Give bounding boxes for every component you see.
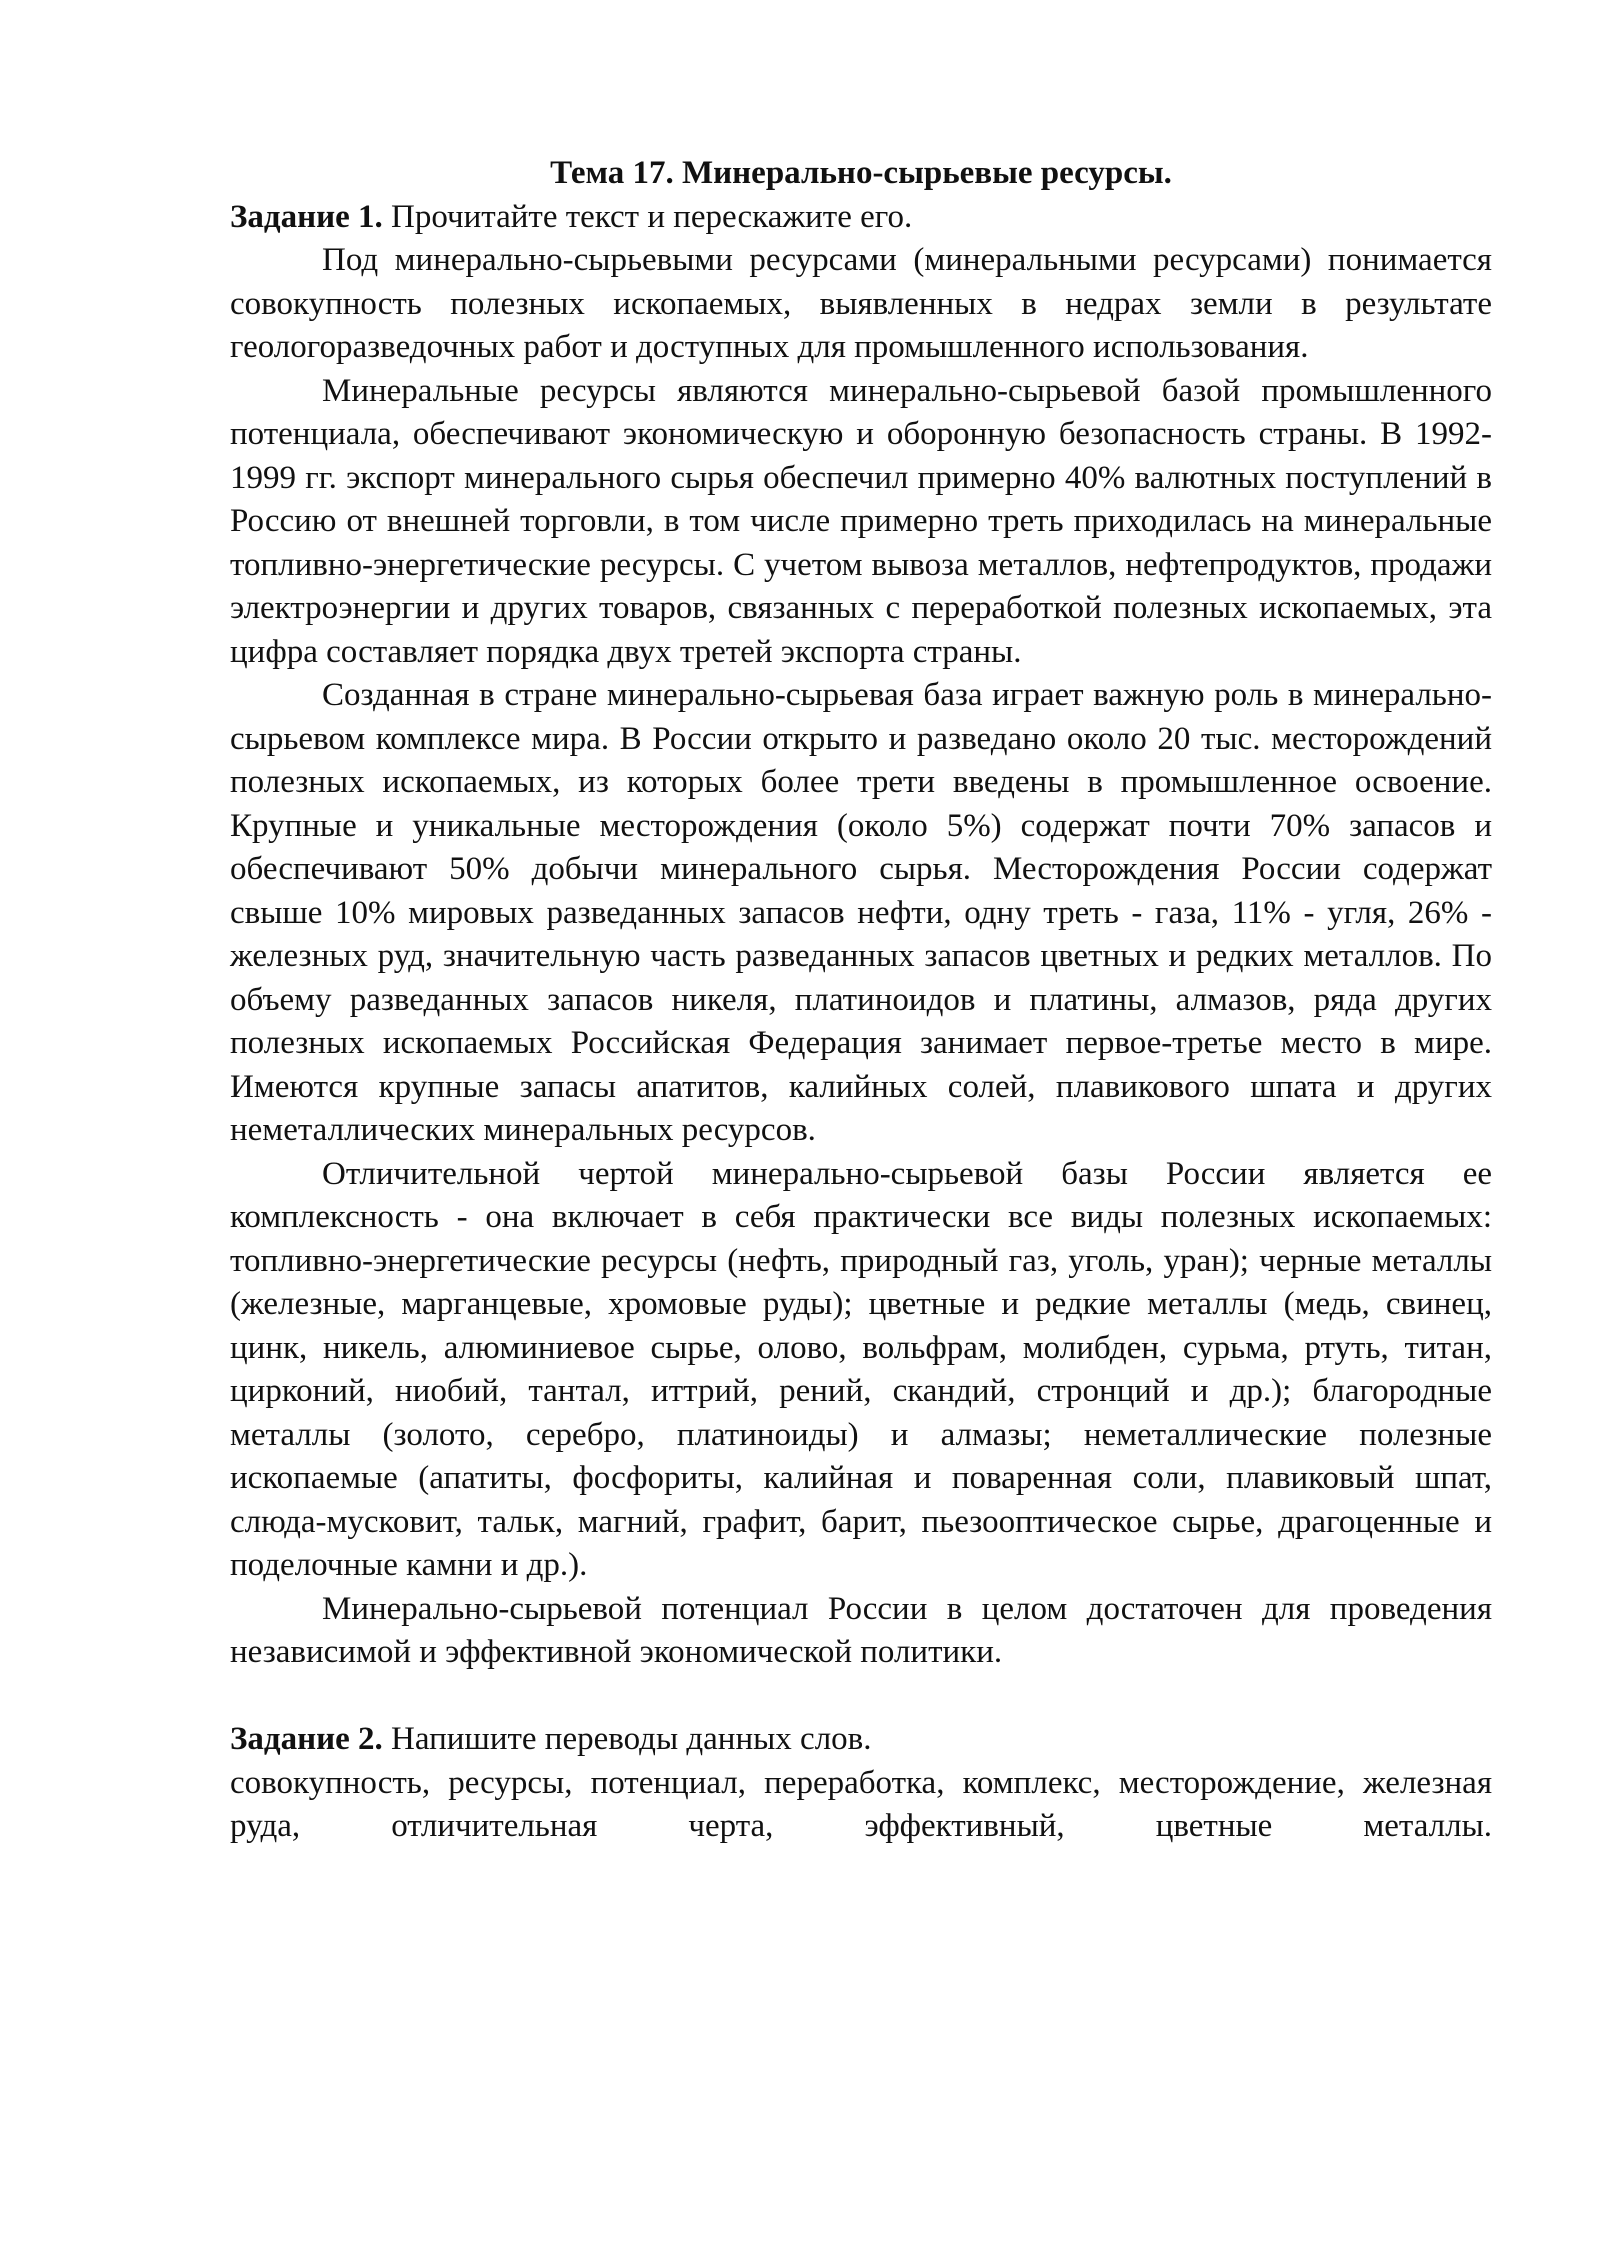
paragraph-5: Минерально-сырьевой потенциал России в целом достаточен для проведения независимой и эффективной экономической политики. — [230, 1590, 1492, 1670]
task-2-word-list: совокупность, ресурсы, потенциал, переработка, комплекс, месторождение, железная руда, отличительная черта, эффективный, цветные металлы. — [230, 1764, 1492, 1844]
paragraph-1: Под минерально-сырьевыми ресурсами (минеральными ресурсами) понимается совокупность полезных ископаемых, выявленных в недрах земли в результате геологоразведочных работ и доступных для промышленного использования. — [230, 242, 1492, 365]
page-title: Тема 17. Минерально-сырьевые ресурсы. — [550, 155, 1172, 191]
paragraph-3: Созданная в стране минерально-сырьевая база играет важную роль в минерально-сырьевом комплексе мира. В России открыто и разведано около 20 тыс. месторождений полезных ископаемых, из которых более трети введены в промышленное освоение. Крупные и уникальные месторождения (около 5%) содержат почти 70% запасов и обеспечивают 50% добычи минерального сырья. Месторождения России содержат свыше 10% мировых разведанных запасов нефти, одну треть - газа, 11% - угля, 26% - железных руд, значительную часть разведанных запасов цветных и редких металлов. По объему разведанных запасов никеля, платиноидов и платины, алмазов, ряда других полезных ископаемых Российская Федерация занимает первое-третье место в мире. Имеются крупные запасы апатитов, калийных солей, плавикового шпата и других неметаллических минеральных ресурсов. — [230, 677, 1492, 1148]
task-1-instruction: Прочитайте текст и перескажите его. — [382, 198, 913, 235]
paragraph-2: Минеральные ресурсы являются минерально-сырьевой базой промышленного потенциала, обеспечивают экономическую и оборонную безопасность страны. В 1992-1999 гг. экспорт минерального сырья обеспечил примерно 40% валютных поступлений в Россию от внешней торговли, в том числе примерно треть приходилась на минеральные топливно-энергетические ресурсы. С учетом вывоза металлов, нефтепродуктов, продажи электроэнергии и других товаров, связанных с переработкой полезных ископаемых, эта цифра составляет порядка двух третей экспорта страны. — [230, 372, 1492, 670]
task-1-label: Задание 1. — [230, 198, 383, 235]
task-1-heading — [230, 196, 1492, 240]
task-2-heading — [230, 1718, 1492, 1762]
document-page — [230, 152, 1492, 1849]
task-2-label: Задание 2. — [230, 1721, 383, 1757]
task-2-instruction: Напишите переводы данных слов. — [382, 1721, 872, 1757]
paragraph-4: Отличительной чертой минерально-сырьевой базы России является ее комплексность - она включает в себя практически все виды полезных ископаемых: топливно-энергетические ресурсы (нефть, природный газ, уголь, уран); черные металлы (железные, марганцевые, хромовые руды); цветные и редкие металлы (медь, свинец, цинк, никель, алюминиевое сырье, олово, вольфрам, молибден, сурьма, ртуть, титан, цирконий, ниобий, тантал, иттрий, рений, скандий, стронций и др.); благородные металлы (золото, серебро, платиноиды) и алмазы; неметаллические полезные ископаемые (апатиты, фосфориты, калийная и поваренная соли, плавиковый шпат, слюда-мусковит, тальк, магний, графит, барит, пьезооптическое сырье, драгоценные и поделочные камни и др.). — [230, 1155, 1492, 1583]
blank-line — [230, 1675, 1492, 1719]
